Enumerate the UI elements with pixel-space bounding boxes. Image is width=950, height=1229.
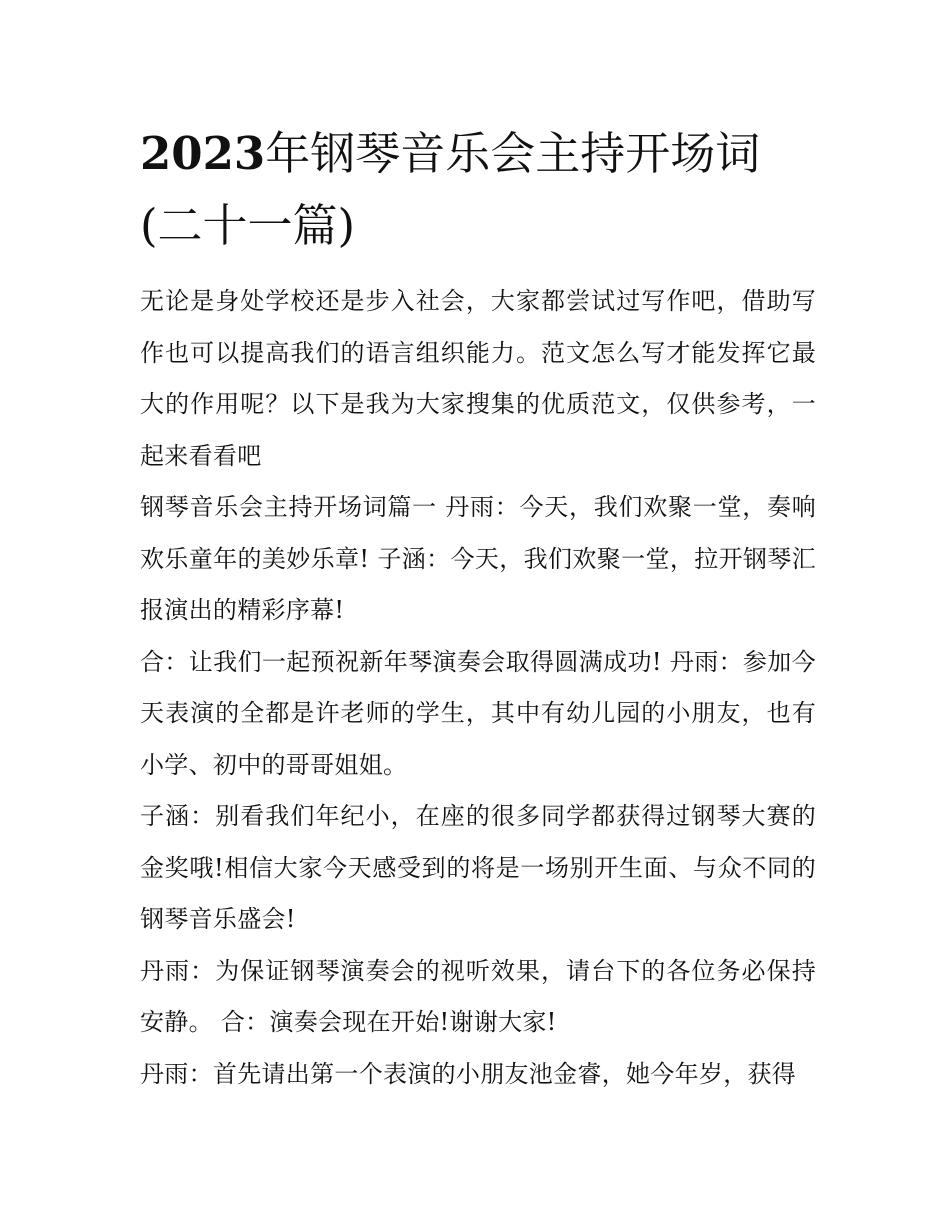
- paragraph: 丹雨：首先请出第一个表演的小朋友池金睿，她今年岁，获得: [140, 1059, 797, 1088]
- document-body: [140, 276, 816, 1100]
- paragraph: 钢琴音乐会主持开场词篇一 丹雨：今天，我们欢聚一堂，奏响欢乐童年的美妙乐章! 子涵：今天，我们欢聚一堂，拉开钢琴汇报演出的精彩序幕!: [140, 493, 816, 624]
- title-year: 2023: [140, 127, 266, 180]
- paragraph: 丹雨：为保证钢琴演奏会的视听效果，请台下的各位务必保持安静。 合：演奏会现在开始!谢谢大家!: [140, 956, 816, 1036]
- page-title: [140, 118, 820, 262]
- paragraph: 子涵：别看我们年纪小，在座的很多同学都获得过钢琴大赛的金奖哦!相信大家今天感受到的将是一场别开生面、与众不同的钢琴音乐盛会!: [140, 802, 816, 933]
- paragraph-intro: 无论是身处学校还是步入社会，大家都尝试过写作吧，借助写作也可以提高我们的语言组织能力。范文怎么写才能发挥它最大的作用呢？以下是我为大家搜集的优质范文，仅供参考，一起来看看吧: [140, 287, 816, 470]
- paragraph: 合：让我们一起预祝新年琴演奏会取得圆满成功! 丹雨：参加今天表演的全都是许老师的学生，其中有幼儿园的小朋友，也有小学、初中的哥哥姐姐。: [140, 647, 816, 779]
- title-main: 年钢琴音乐会主持开场词: [265, 127, 761, 180]
- title-subtitle: (二十一篇): [140, 199, 356, 252]
